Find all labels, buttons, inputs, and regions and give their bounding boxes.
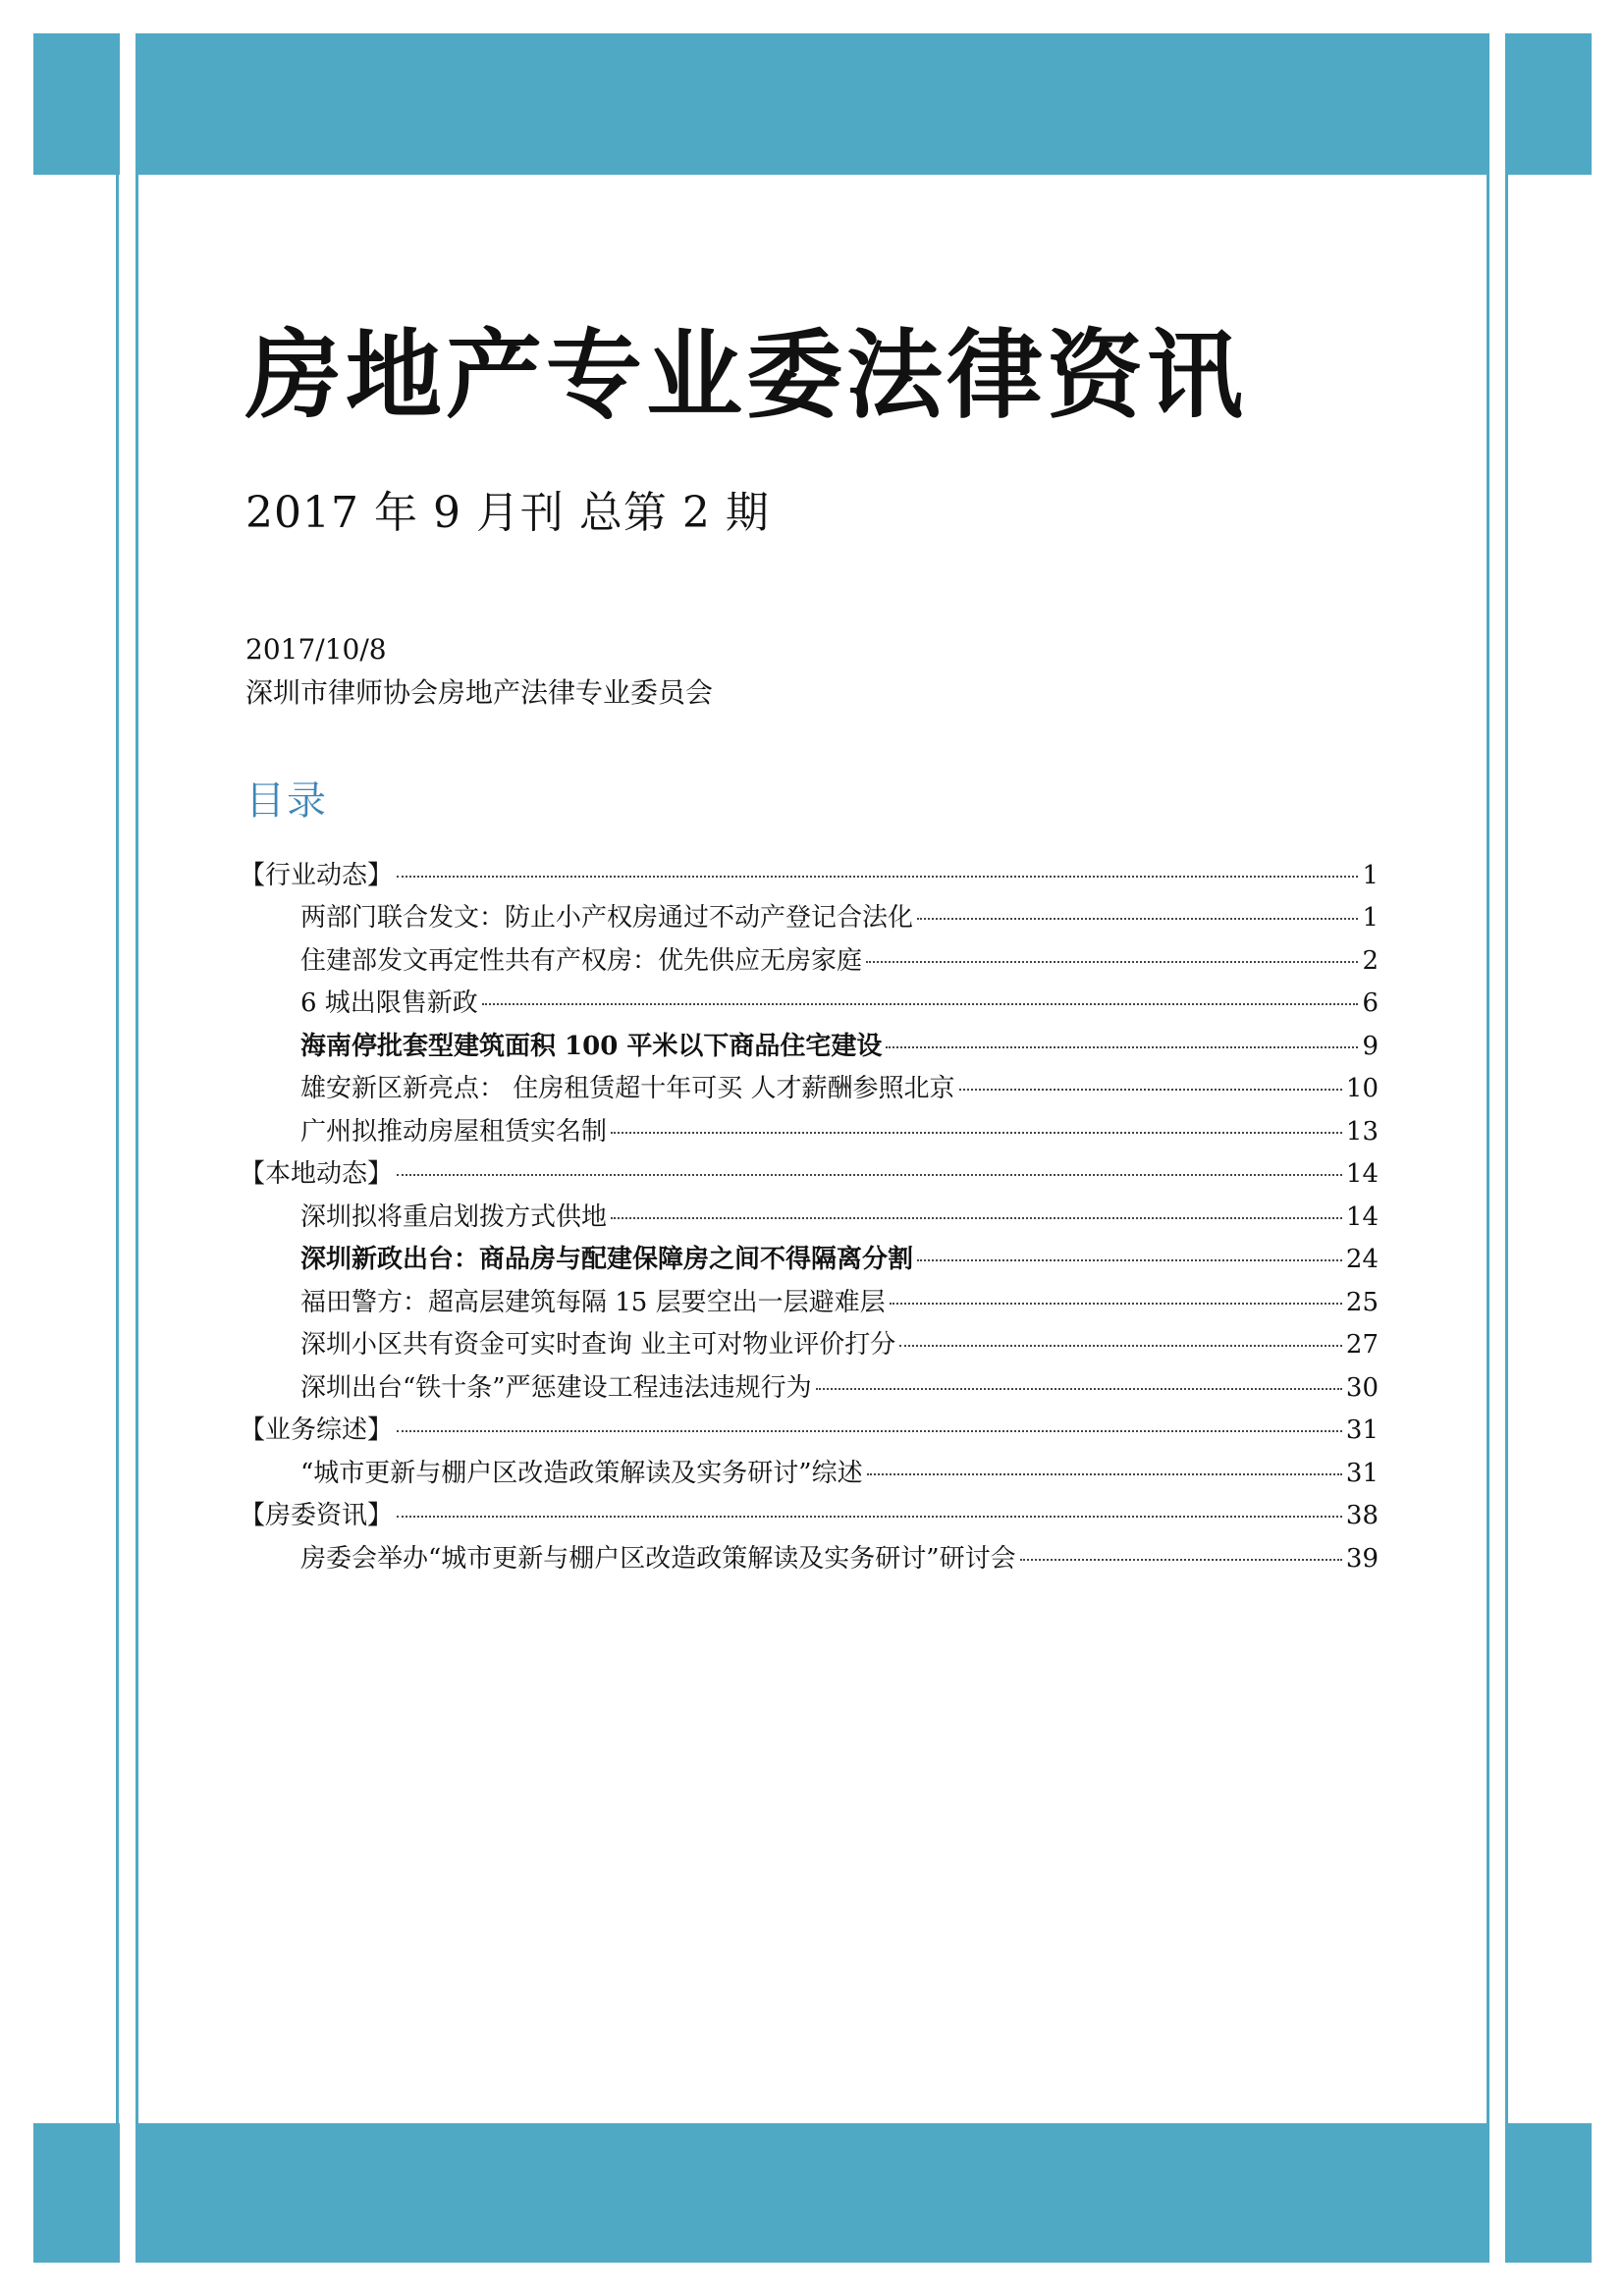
toc-dot-leader [816, 1388, 1342, 1390]
toc-dot-leader [397, 1174, 1342, 1176]
toc-entry-page: 14 [1345, 1201, 1379, 1232]
toc-entry[interactable] [240, 983, 1379, 1026]
toc-entry[interactable] [240, 1453, 1379, 1496]
toc-entry-page: 39 [1345, 1543, 1379, 1574]
toc-entry-page: 1 [1362, 903, 1379, 934]
toc-entry-page: 13 [1345, 1116, 1379, 1147]
issue-subtitle: 2017 年 9 月刊 总第 2 期 [245, 487, 770, 538]
toc-entry-label: 雄安新区新亮点： 住房租赁超十年可买 人才薪酬参照北京 [300, 1074, 955, 1104]
toc-entry[interactable] [240, 1197, 1379, 1240]
toc-entry-page: 10 [1345, 1074, 1379, 1104]
toc-dot-leader [867, 1473, 1342, 1475]
frame-line-right-outer [1505, 33, 1508, 2263]
top-band-left [33, 33, 120, 175]
bottom-band-center [137, 2123, 1488, 2263]
toc-entry-page: 1 [1362, 860, 1379, 890]
toc-section[interactable] [240, 1495, 1379, 1538]
toc-entry-label: 住建部发文再定性共有产权房：优先供应无房家庭 [300, 945, 863, 976]
toc-entry-page: 27 [1345, 1330, 1379, 1361]
toc-entry-page: 31 [1345, 1415, 1379, 1446]
toc-entry-label: 【本地动态】 [240, 1159, 394, 1190]
toc-entry-label: 福田警方：超高层建筑每隔 15 层要空出一层避难层 [300, 1287, 886, 1317]
toc-dot-leader [917, 918, 1358, 920]
toc-entry-page: 30 [1345, 1372, 1379, 1403]
toc-entry[interactable] [240, 1538, 1379, 1581]
toc-entry-page: 6 [1362, 988, 1379, 1019]
toc-entry[interactable] [240, 1367, 1379, 1411]
toc-entry-label: 【行业动态】 [240, 860, 394, 890]
frame-line-right-inner [1487, 33, 1489, 2263]
document-meta [245, 628, 1384, 715]
document-title: 房地产专业委法律资讯 [245, 320, 1248, 432]
toc-dot-leader [1020, 1559, 1342, 1561]
toc-dot-leader [397, 1516, 1342, 1518]
toc-entry-page: 14 [1345, 1159, 1379, 1190]
toc-entry[interactable] [240, 1282, 1379, 1325]
publisher-name: 深圳市律师协会房地产法律专业委员会 [245, 675, 714, 709]
top-band-right [1505, 33, 1592, 175]
table-of-contents [240, 855, 1379, 1581]
toc-entry[interactable] [240, 940, 1379, 984]
toc-section[interactable] [240, 1153, 1379, 1197]
toc-entry-page: 9 [1362, 1031, 1379, 1061]
toc-entry[interactable] [240, 1111, 1379, 1154]
toc-dot-leader [397, 876, 1358, 878]
frame-line-left-outer [116, 33, 119, 2263]
toc-entry-label: 【业务综述】 [240, 1415, 394, 1446]
toc-section[interactable] [240, 855, 1379, 898]
toc-entry-label: “城市更新与棚户区改造政策解读及实务研讨”综述 [300, 1458, 863, 1488]
toc-entry-page: 38 [1345, 1501, 1379, 1531]
publish-date: 2017/10/8 [245, 632, 387, 666]
toc-dot-leader [611, 1217, 1342, 1219]
toc-dot-leader [397, 1430, 1342, 1432]
toc-entry-label: 深圳拟将重启划拨方式供地 [300, 1201, 608, 1232]
toc-entry-page: 25 [1345, 1287, 1379, 1317]
toc-dot-leader [482, 1003, 1359, 1005]
toc-entry-label: 房委会举办“城市更新与棚户区改造政策解读及实务研讨”研讨会 [300, 1543, 1016, 1574]
toc-entry[interactable] [240, 1068, 1379, 1111]
bottom-band-left [33, 2123, 120, 2263]
toc-entry-label: 深圳新政出台：商品房与配建保障房之间不得隔离分割 [300, 1245, 914, 1275]
toc-entry[interactable] [240, 1026, 1379, 1069]
toc-entry-label: 广州拟推动房屋租赁实名制 [300, 1116, 608, 1147]
cover-content [240, 320, 1384, 1580]
toc-dot-leader [899, 1345, 1342, 1347]
frame-line-left-inner [135, 33, 138, 2263]
toc-section[interactable] [240, 1410, 1379, 1453]
toc-entry-label: 海南停批套型建筑面积 100 平米以下商品住宅建设 [300, 1031, 883, 1061]
top-band-center [137, 33, 1488, 175]
toc-entry-label: 6 城出限售新政 [300, 988, 478, 1019]
toc-entry[interactable] [240, 897, 1379, 940]
bottom-band-right [1505, 2123, 1592, 2263]
toc-entry-label: 深圳小区共有资金可实时查询 业主可对物业评价打分 [300, 1330, 896, 1361]
toc-entry[interactable] [240, 1324, 1379, 1367]
toc-dot-leader [866, 961, 1358, 963]
toc-heading: 目录 [245, 777, 328, 824]
toc-dot-leader [890, 1303, 1342, 1305]
toc-entry-page: 2 [1362, 945, 1379, 976]
toc-dot-leader [611, 1132, 1342, 1134]
toc-entry-page: 31 [1345, 1458, 1379, 1488]
toc-dot-leader [917, 1259, 1342, 1261]
toc-entry-label: 深圳出台“铁十条”严惩建设工程违法违规行为 [300, 1372, 812, 1403]
toc-dot-leader [886, 1046, 1358, 1048]
toc-dot-leader [959, 1089, 1342, 1091]
toc-entry[interactable] [240, 1239, 1379, 1282]
toc-entry-label: 两部门联合发文：防止小产权房通过不动产登记合法化 [300, 903, 914, 934]
toc-entry-label: 【房委资讯】 [240, 1501, 394, 1531]
toc-entry-page: 24 [1345, 1245, 1379, 1275]
